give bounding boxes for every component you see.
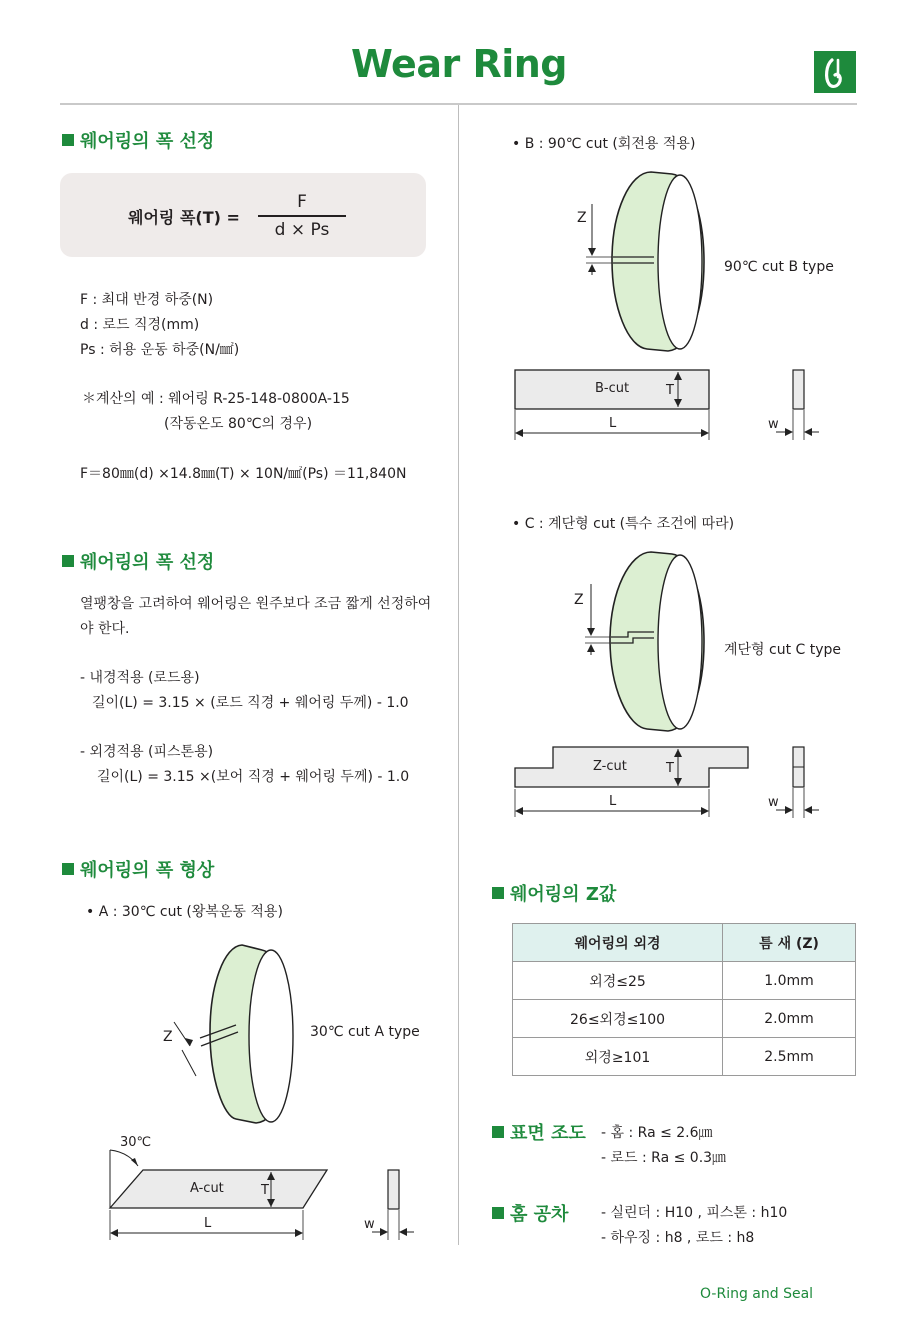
- definition-f: F : 최대 반경 하중(N): [80, 292, 214, 308]
- table-cell: 외경≥101: [513, 1038, 723, 1076]
- c-cut-section-label: Z-cut: [593, 759, 627, 774]
- square-bullet-icon: [492, 1126, 504, 1138]
- inner-diameter-formula: 길이(L) = 3.15 × (로드 직경 + 웨어링 두께) - 1.0: [92, 695, 409, 711]
- outer-diameter-heading: - 외경적용 (피스톤용): [80, 744, 214, 760]
- footer-text: O-Ring and Seal: [700, 1286, 814, 1302]
- c-cut-w-label: w: [768, 795, 779, 810]
- table-header-row: [513, 924, 856, 962]
- table-header-outer-diameter: 웨어링의 외경: [513, 924, 723, 962]
- example-line-2: (작동온도 80℃의 경우): [164, 416, 313, 432]
- tolerance-housing-line: - 하우징 : h8 , 로드 : h8: [601, 1230, 755, 1246]
- table-row: [513, 1000, 856, 1038]
- definition-ps: Ps : 허용 운동 하중(N/㎟): [80, 342, 240, 358]
- inner-diameter-heading: - 내경적용 (로드용): [80, 670, 200, 686]
- table-cell: 1.0mm: [723, 962, 856, 1000]
- definition-d: d : 로드 직경(mm): [80, 317, 200, 333]
- example-line-1: ＊계산의 예 : 웨어링 R-25-148-0800A-15: [82, 391, 350, 407]
- table-header-gap: 틈 새 (Z): [723, 924, 856, 962]
- formula-denominator: d × Ps: [274, 220, 330, 240]
- formula-numerator: F: [297, 192, 307, 212]
- c-cut-caption: • C : 계단형 cut (특수 조건에 따라): [512, 516, 735, 532]
- square-bullet-icon: [492, 1207, 504, 1219]
- section-heading-z-value: 웨어링의 Z값: [492, 880, 616, 906]
- table-cell: 2.0mm: [723, 1000, 856, 1038]
- section-heading-shape: 웨어링의 폭 형상: [62, 856, 214, 882]
- section-heading-tolerance: 홈 공차: [492, 1200, 568, 1226]
- description-line-2: 야 한다.: [80, 621, 130, 637]
- surface-groove-line: - 홈 : Ra ≤ 2.6㎛: [601, 1125, 713, 1141]
- b-cut-t-label: T: [666, 383, 674, 398]
- formula-label: 웨어링 폭(T) =: [128, 208, 240, 227]
- b-cut-w-label: w: [768, 417, 779, 432]
- section-heading-width-2: 웨어링의 폭 선정: [62, 548, 214, 574]
- section-heading-width-1: 웨어링의 폭 선정: [62, 127, 214, 153]
- table-cell: 26≤외경≤100: [513, 1000, 723, 1038]
- a-cut-angle-label: 30℃: [120, 1135, 152, 1150]
- c-cut-t-label: T: [666, 761, 674, 776]
- a-cut-w-label: w: [364, 1217, 375, 1232]
- description-line-1: 열팽창을 고려하여 웨어링은 원주보다 조금 짧게 선정하여: [80, 596, 432, 612]
- b-cut-caption: • B : 90℃ cut (회전용 적용): [512, 136, 696, 152]
- b-cut-section-label: B-cut: [595, 381, 630, 396]
- a-cut-section-label: A-cut: [190, 1181, 224, 1196]
- c-cut-type-label: 계단형 cut C type: [724, 642, 842, 658]
- table-row: [513, 1038, 856, 1076]
- table-cell: 2.5mm: [723, 1038, 856, 1076]
- tolerance-cylinder-line: - 실린더 : H10 , 피스톤 : h10: [601, 1205, 788, 1221]
- outer-diameter-formula: 길이(L) = 3.15 ×(보어 직경 + 웨어링 두께) - 1.0: [97, 769, 410, 785]
- section-heading-surface: 표면 조도: [492, 1119, 586, 1145]
- a-cut-l-label: L: [204, 1216, 212, 1231]
- a-cut-t-label: T: [261, 1183, 269, 1198]
- a-cut-type-label: 30℃ cut A type: [310, 1024, 420, 1040]
- square-bullet-icon: [492, 887, 504, 899]
- b-cut-z-label: Z: [577, 210, 587, 226]
- surface-rod-line: - 로드 : Ra ≤ 0.3㎛: [601, 1150, 727, 1166]
- table-cell: 외경≤25: [513, 962, 723, 1000]
- b-cut-l-label: L: [609, 416, 617, 431]
- b-cut-type-label: 90℃ cut B type: [724, 259, 834, 275]
- table-row: [513, 962, 856, 1000]
- example-calculation: F＝80㎜(d) ×14.8㎜(T) × 10N/㎟(Ps) ＝11,840N: [80, 466, 407, 482]
- c-cut-z-label: Z: [574, 592, 584, 608]
- z-value-table: [512, 923, 856, 1076]
- a-cut-z-label: Z: [163, 1029, 173, 1045]
- a-cut-caption: • A : 30℃ cut (왕복운동 적용): [86, 904, 283, 920]
- page-title: Wear Ring: [351, 42, 567, 86]
- c-cut-l-label: L: [609, 794, 617, 809]
